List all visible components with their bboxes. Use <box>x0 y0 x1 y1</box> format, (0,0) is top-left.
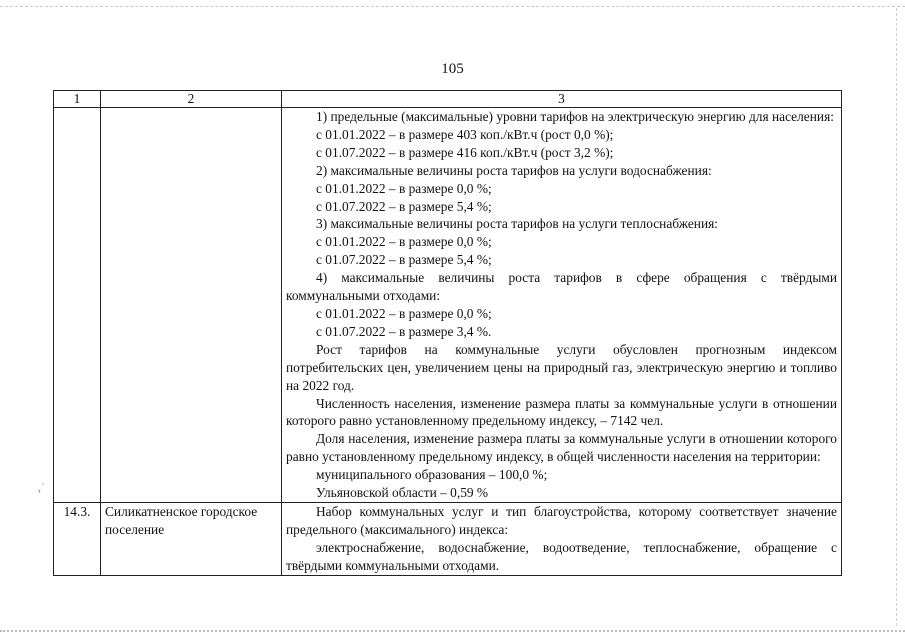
row-cont-name-cell <box>101 108 282 503</box>
paragraph: 3) максимальные величины роста тарифов на услуги теплоснабжения: <box>316 216 718 232</box>
list-line: муниципального образования – 100,0 %; <box>316 467 548 483</box>
list-line: с 01.01.2022 – в размере 0,0 %; <box>316 305 492 321</box>
scan-edge-right <box>896 8 897 626</box>
list-line: Ульяновской области – 0,59 % <box>316 485 489 501</box>
scan-edge-top <box>0 6 905 7</box>
table-header-row <box>54 91 842 108</box>
table-row-14-3 <box>54 502 842 575</box>
paragraph: Рост тарифов на коммунальные услуги обусловлен прогнозным индексом потребительских цен, увеличением цены на природный газ, электрическую энергию и топливо на 2022 год. <box>286 341 837 393</box>
list-line: с 01.01.2022 – в размере 0,0 %; <box>316 180 492 196</box>
list-line: с 01.07.2022 – в размере 3,4 %. <box>316 323 492 339</box>
header-col-1: 1 <box>54 91 101 108</box>
scan-edge-bottom <box>0 630 905 632</box>
header-col-2: 2 <box>101 91 282 108</box>
list-line: с 01.01.2022 – в размере 403 коп./кВт.ч (рост 0,0 %); <box>316 126 614 142</box>
paragraph: 4) максимальные величины роста тарифов в сфере обращения с твёрдыми коммунальными отходами: <box>286 270 837 304</box>
row-cont-text-cell <box>282 108 842 503</box>
table-row-continuation <box>54 108 842 503</box>
paragraph: 2) максимальные величины роста тарифов на услуги водоснабжения: <box>316 162 712 178</box>
settlement-name: Силикатненское городское поселение <box>101 502 282 575</box>
paragraph: электроснабжение, водоснабжение, водоотведение, теплоснабжение, обращение с твёрдыми коммунальными отходами. <box>286 539 837 573</box>
paragraph: Набор коммунальных услуг и тип благоустройства, которому соответствует значение предельного (максимального) индекса: <box>286 503 837 537</box>
tariff-table <box>53 90 842 576</box>
row-cont-num-cell <box>54 108 101 503</box>
paragraph: 1) предельные (максимальные) уровни тарифов на электрическую энергию для населения: <box>316 109 834 124</box>
list-line: с 01.07.2022 – в размере 5,4 %; <box>316 252 492 268</box>
paragraph: Численность населения, изменение размера платы за коммунальные услуги в отношении которого равно установленному предельному индексу, – 7142 чел. <box>286 395 837 429</box>
scan-artifact-mark: ,˙ <box>38 480 45 494</box>
page-number: 105 <box>441 61 464 77</box>
header-col-3: 3 <box>282 91 842 108</box>
row-number: 14.3. <box>54 502 101 575</box>
list-line: с 01.01.2022 – в размере 0,0 %; <box>316 234 492 250</box>
list-line: с 01.07.2022 – в размере 5,4 %; <box>316 198 492 214</box>
row-14-3-text-cell <box>282 502 842 575</box>
list-line: с 01.07.2022 – в размере 416 коп./кВт.ч (рост 3,2 %); <box>316 144 614 160</box>
paragraph: Доля населения, изменение размера платы за коммунальные услуги в отношении которого равно установленному предельному индексу, в общей численности населения на территории: <box>286 431 837 465</box>
